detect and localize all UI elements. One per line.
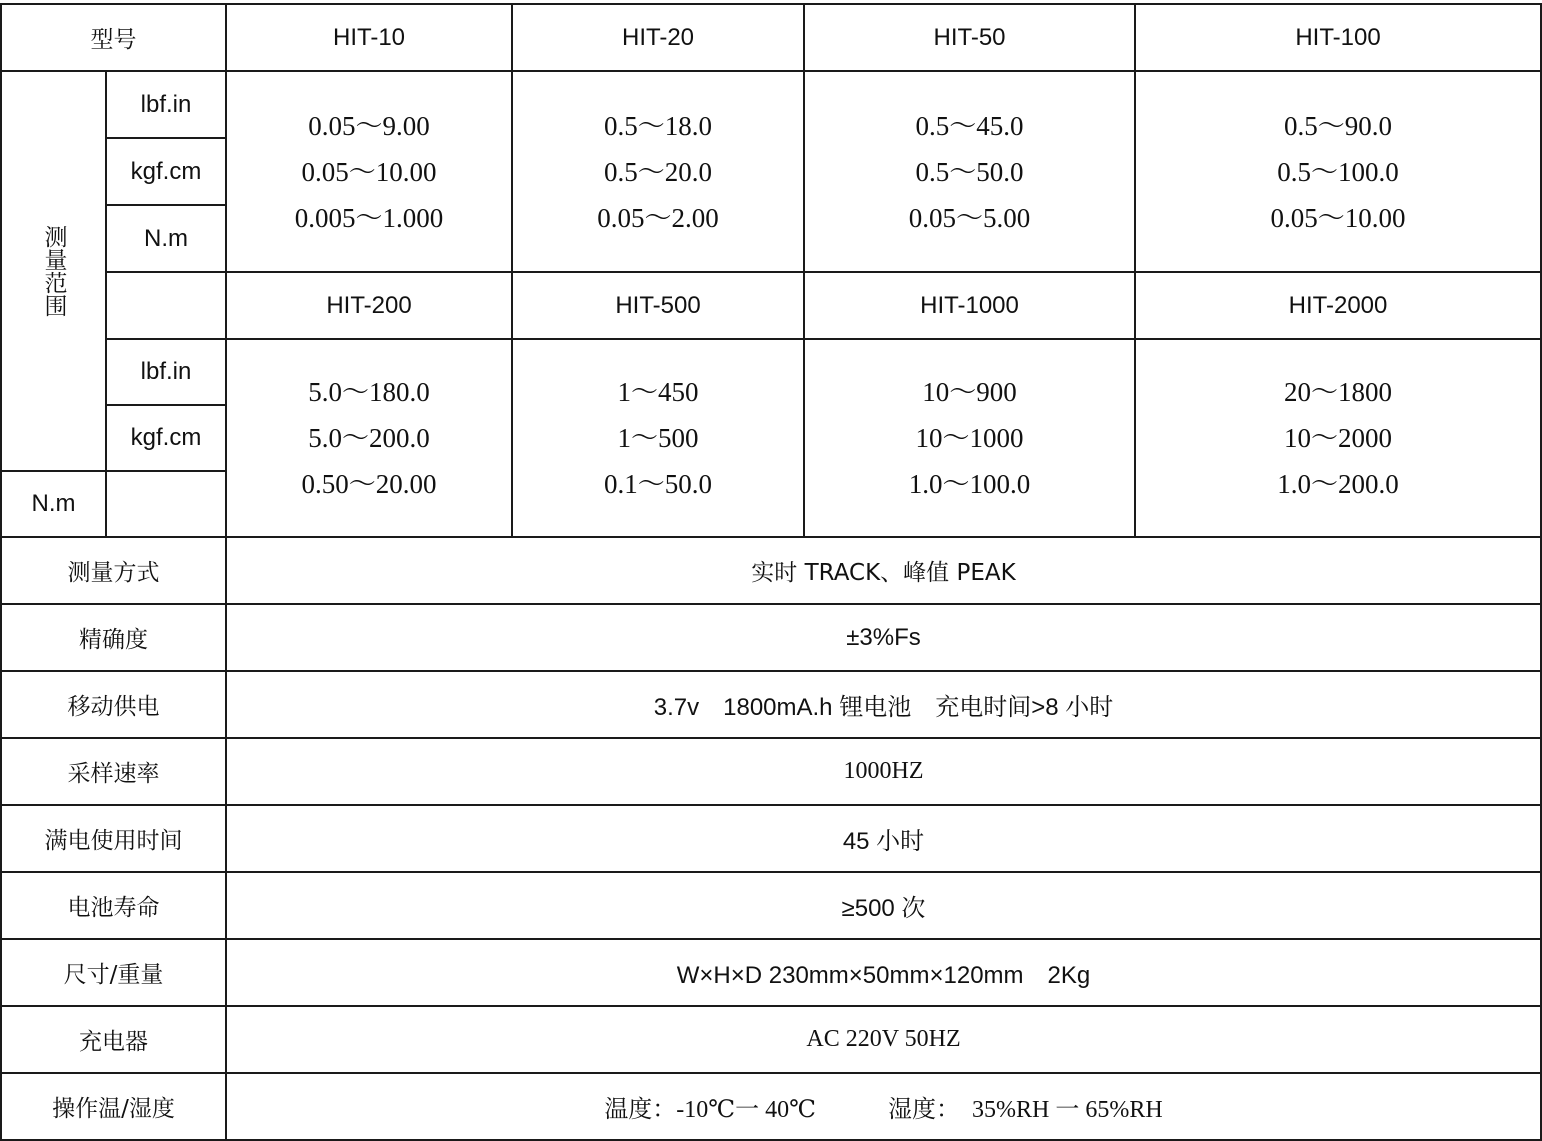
range-value: 0.5～100.0	[1277, 156, 1399, 187]
range-value: 0.05～10.00	[1270, 202, 1406, 233]
range-cell	[1135, 339, 1541, 537]
spec-label: 充电器	[1, 1006, 226, 1073]
range-value: 1～450	[617, 377, 699, 407]
spec-value: AC 220V 50HZ	[226, 1006, 1541, 1073]
spec-row	[1, 537, 1541, 604]
spec-row	[1, 1073, 1541, 1140]
range-value: 1～500	[617, 423, 699, 453]
spec-row	[1, 1006, 1541, 1073]
model-header-row	[1, 4, 1541, 71]
spec-row	[1, 604, 1541, 671]
model-name: HIT-10	[226, 4, 512, 71]
spec-value: 1000HZ	[226, 738, 1541, 805]
range-value: 0.50～20.00	[301, 469, 437, 499]
unit-label: lbf.in	[106, 71, 226, 138]
range-value: 10～900	[922, 377, 1017, 407]
range-value: 0.005～1.000	[294, 202, 444, 233]
range-cell	[512, 339, 804, 537]
range-cell	[226, 71, 512, 272]
range-cell	[226, 339, 512, 537]
spec-value: 温度：-10℃一 40℃ 湿度： 35%RH 一 65%RH	[226, 1073, 1541, 1140]
range-cell	[512, 71, 804, 272]
range-value: 0.05～10.00	[301, 156, 437, 187]
range-cell	[1135, 71, 1541, 272]
range-value: 0.5～50.0	[915, 156, 1024, 187]
range-row	[1, 339, 1541, 405]
model-name: HIT-1000	[804, 272, 1135, 339]
unit-label: N.m	[106, 205, 226, 272]
empty-cell	[106, 272, 226, 339]
spec-value: ≥500 次	[226, 872, 1541, 939]
range-cell	[804, 71, 1135, 272]
spec-value: W×H×D 230mm×50mm×120mm 2Kg	[226, 939, 1541, 1006]
range-value: 0.5～18.0	[604, 110, 712, 141]
spec-label: 操作温/湿度	[1, 1073, 226, 1140]
range-value: 0.05～5.00	[908, 202, 1031, 233]
model-name: HIT-2000	[1135, 272, 1541, 339]
spec-row	[1, 872, 1541, 939]
spec-row	[1, 939, 1541, 1006]
spec-value: 45 小时	[226, 805, 1541, 872]
spec-value: ±3%Fs	[226, 604, 1541, 671]
range-value: 10～1000	[915, 423, 1024, 453]
unit-label: kgf.cm	[106, 405, 226, 471]
range-value: 5.0～200.0	[308, 423, 430, 453]
range-value: 0.5～20.0	[604, 156, 712, 187]
spec-value: 3.7v 1800mA.h 锂电池 充电时间>8 小时	[226, 671, 1541, 738]
range-label: 测量范围	[40, 225, 67, 317]
spec-label: 精确度	[1, 604, 226, 671]
unit-label: N.m	[1, 471, 106, 537]
spec-row	[1, 738, 1541, 805]
spec-label: 采样速率	[1, 738, 226, 805]
spec-label: 测量方式	[1, 537, 226, 604]
spec-label: 满电使用时间	[1, 805, 226, 872]
range-value: 20～1800	[1284, 377, 1392, 407]
spec-row	[1, 671, 1541, 738]
range-value: 0.5～45.0	[915, 110, 1024, 141]
spec-row	[1, 805, 1541, 872]
model-name: HIT-100	[1135, 4, 1541, 71]
spec-label: 电池寿命	[1, 872, 226, 939]
range-value: 0.05～2.00	[597, 202, 719, 233]
spec-table	[0, 3, 1542, 1141]
model-name: HIT-200	[226, 272, 512, 339]
spec-value: 实时 TRACK、峰值 PEAK	[226, 537, 1541, 604]
range-value: 10～2000	[1284, 423, 1392, 453]
range-cell	[804, 339, 1135, 537]
unit-label: lbf.in	[106, 339, 226, 405]
model-name: HIT-50	[804, 4, 1135, 71]
spec-label: 尺寸/重量	[1, 939, 226, 1006]
range-value: 1.0～200.0	[1277, 469, 1399, 499]
model-name: HIT-500	[512, 272, 804, 339]
spec-label: 移动供电	[1, 671, 226, 738]
range-value: 0.05～9.00	[308, 110, 430, 141]
unit-label: kgf.cm	[106, 138, 226, 205]
range-value: 0.5～90.0	[1284, 110, 1392, 141]
range-row	[1, 71, 1541, 138]
model-label: 型号	[1, 4, 226, 71]
range-label-cell	[1, 71, 106, 471]
model-header-row	[1, 272, 1541, 339]
range-value: 0.1～50.0	[604, 469, 712, 499]
range-value: 1.0～100.0	[908, 469, 1031, 499]
range-value: 5.0～180.0	[308, 377, 430, 407]
model-name: HIT-20	[512, 4, 804, 71]
